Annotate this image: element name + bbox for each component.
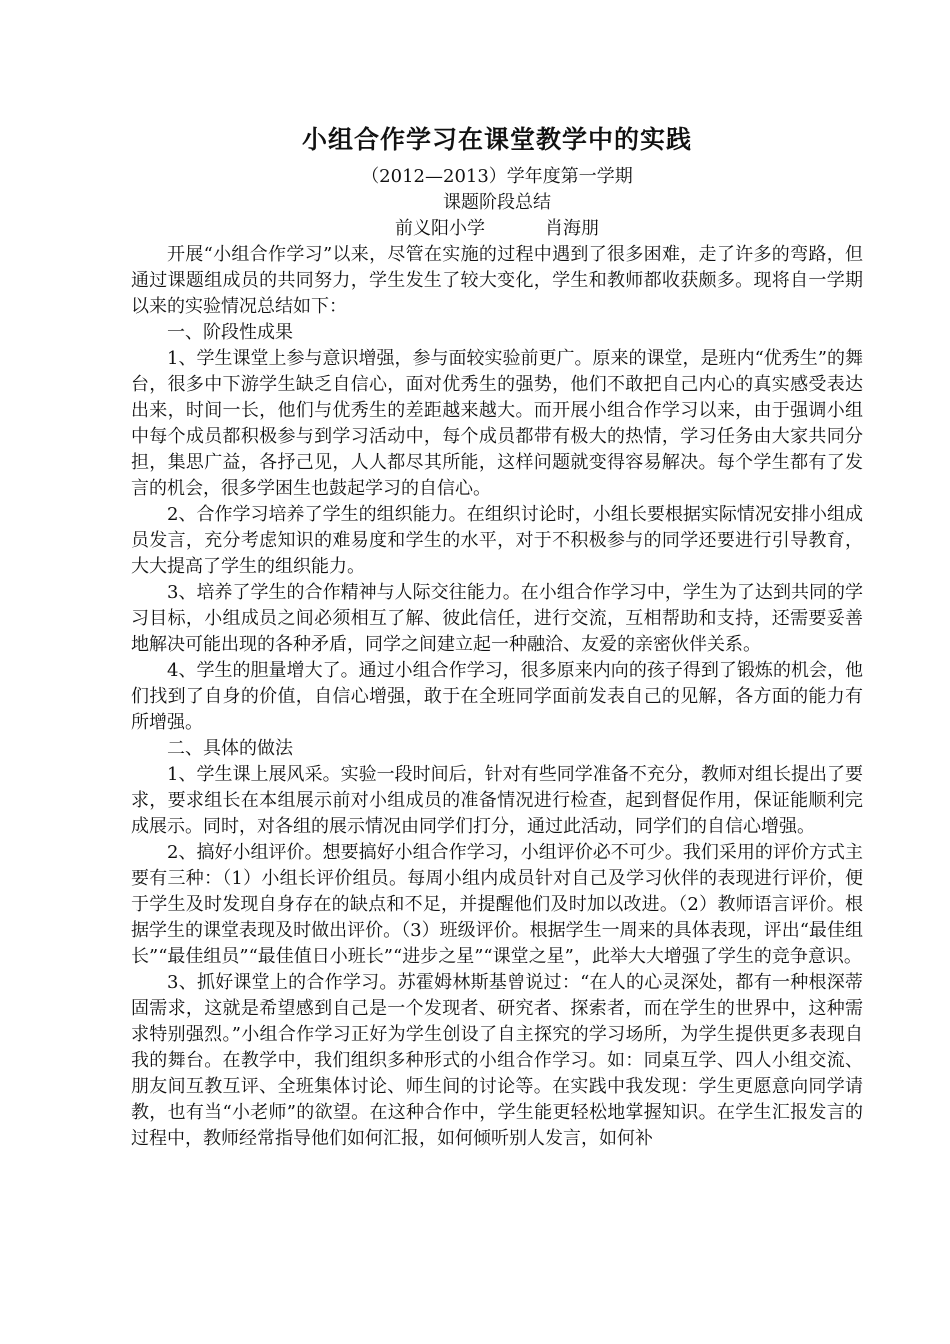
paragraph-intro: 开展“小组合作学习”以来，尽管在实施的过程中遇到了很多困难，走了许多的弯路，但通过课题组成员的共同努力，学生发生了较大变化，学生和教师都收获颇多。现将自一学期以来的实验情况总结如下： xyxy=(131,244,863,317)
school-name: 前义阳小学 xyxy=(395,218,485,239)
document-body xyxy=(131,242,863,1152)
paragraph-result-2: 2、合作学习培养了学生的组织能力。在组织讨论时，小组长要根据实际情况安排小组成员发言，充分考虑知识的难易度和学生的水平，对于不积极参与的同学还要进行引导教育，大大提高了学生的组织能力。 xyxy=(131,504,863,577)
document-subtitle-year: （2012—2013）学年度第一学期 xyxy=(361,166,633,187)
author-line xyxy=(131,216,863,242)
paragraph-result-1: 1、学生课堂上参与意识增强，参与面较实验前更广。原来的课堂，是班内“优秀生”的舞台，很多中下游学生缺乏自信心，面对优秀生的强势，他们不敢把自己内心的真实感受表达出来，时间一长，他们与优秀生的差距越来越大。而开展小组合作学习以来，由于强调小组中每个成员都积极参与到学习活动中，每个成员都带有极大的热情，学习任务由大家共同分担，集思广益，各抒己见，人人都尽其所能，这样问题就变得容易解决。每个学生都有了发言的机会，很多学困生也鼓起学习的自信心。 xyxy=(131,348,863,499)
document-page xyxy=(131,120,863,1152)
paragraph-method-3: 3、抓好课堂上的合作学习。苏霍姆林斯基曾说过：“在人的心灵深处，都有一种根深蒂固需求，这就是希望感到自己是一个发现者、研究者、探索者，而在学生的世界中，这种需求特别强烈。”小组合作学习正好为学生创设了自主探究的学习场所，为学生提供更多表现自我的舞台。在教学中，我们组织多种形式的小组合作学习。如：同桌互学、四人小组交流、朋友间互教互评、全班集体讨论、师生间的讨论等。在实践中我发现：学生更愿意向同学请教，也有当“小老师”的欲望。在这种合作中，学生能更轻松地掌握知识。在学生汇报发言的过程中，教师经常指导他们如何汇报，如何倾听别人发言，如何补 xyxy=(131,972,863,1149)
author-name: 肖海朋 xyxy=(545,218,599,239)
paragraph-result-4: 4、学生的胆量增大了。通过小组合作学习，很多原来内向的孩子得到了锻炼的机会，他们找到了自身的价值，自信心增强，敢于在全班同学面前发表自己的见解，各方面的能力有所增强。 xyxy=(131,660,863,733)
paragraph-method-2: 2、搞好小组评价。想要搞好小组合作学习，小组评价必不可少。我们采用的评价方式主要有三种：（1）小组长评价组员。每周小组内成员针对自己及学习伙伴的表现进行评价，便于学生及时发现自身存在的缺点和不足，并提醒他们及时加以改进。（2）教师语言评价。根据学生的课堂表现及时做出评价。（3）班级评价。根据学生一周来的具体表现，评出“最佳组长”“最佳组员”“最佳值日小班长”“进步之星”“课堂之星”，此举大大增强了学生的竞争意识。 xyxy=(131,842,863,967)
paragraph-result-3: 3、培养了学生的合作精神与人际交往能力。在小组合作学习中，学生为了达到共同的学习目标，小组成员之间必须相互了解、彼此信任，进行交流，互相帮助和支持，还需要妥善地解决可能出现的各种矛盾，同学之间建立起一种融洽、友爱的亲密伙伴关系。 xyxy=(131,582,863,655)
section-heading-methods: 二、具体的做法 xyxy=(167,738,293,759)
section-heading-results: 一、阶段性成果 xyxy=(167,322,293,343)
paragraph-method-1: 1、学生课上展风采。实验一段时间后，针对有些同学准备不充分，教师对组长提出了要求，要求组长在本组展示前对小组成员的准备情况进行检查，起到督促作用，保证能顺利完成展示。同时，对各组的展示情况由同学们打分，通过此活动，同学们的自信心增强。 xyxy=(131,764,863,837)
document-title: 小组合作学习在课堂教学中的实践 xyxy=(301,125,692,154)
document-subtitle-type: 课题阶段总结 xyxy=(443,192,551,213)
